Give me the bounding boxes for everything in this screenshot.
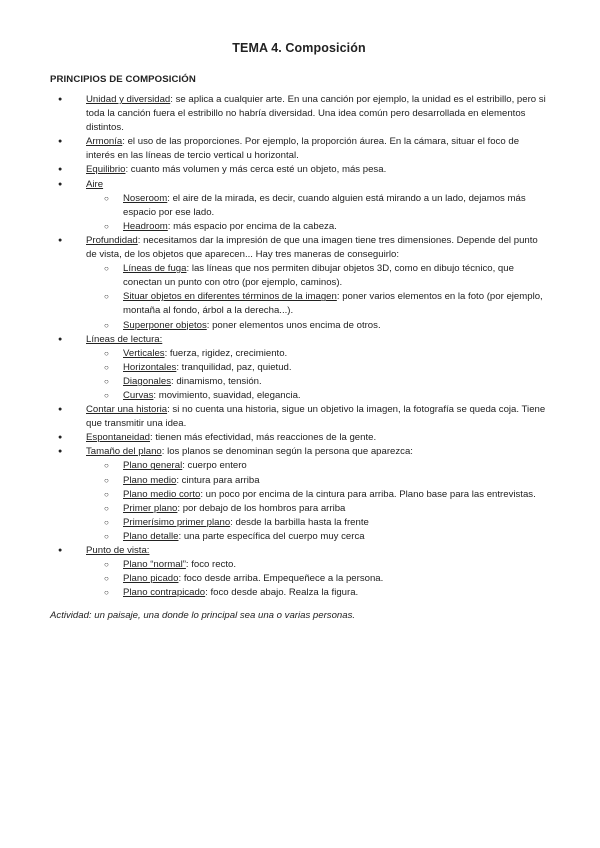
sub-item-term: Noseroom [123, 192, 168, 204]
sub-item-term: Primer plano [123, 502, 178, 514]
item-text: : los planos se denominan según la persona que aparezca: [161, 446, 413, 458]
item-text: : tienen más efectividad, más reacciones de la gente. [150, 432, 377, 444]
sub-item-text: : una parte específica del cuerpo muy cerca [178, 530, 365, 542]
list-item [50, 135, 548, 163]
sub-item-term: Curvas [123, 389, 154, 401]
list-item [50, 234, 548, 333]
sub-item-term: Plano general [123, 460, 183, 472]
item-term: Profundidad [86, 234, 138, 246]
sub-item-term: Situar objetos en diferentes términos de la imagen [123, 291, 337, 303]
list-item [50, 178, 548, 234]
sub-item-term: Diagonales [123, 375, 172, 387]
sub-item-text: : movimiento, suavidad, elegancia. [153, 389, 301, 401]
item-term: Contar una historia [86, 404, 168, 416]
sub-item-text: : las líneas que nos permiten dibujar objetos 3D, como en dibujo técnico, que conectan un punto con otro (por ejemplo, caminos). [123, 263, 514, 289]
sub-item-text: : más espacio por encima de la cabeza. [167, 220, 337, 232]
sub-item-text: : el aire de la mirada, es decir, cuando alguien está mirando a un lado, dejamos más espacio por ese lado. [123, 192, 526, 218]
sub-list-item [86, 572, 548, 586]
sub-list-item [86, 375, 548, 389]
sub-item-text: : un poco por encima de la cintura para arriba. Plano base para las entrevistas. [200, 488, 536, 500]
sub-item-term: Headroom [123, 220, 168, 232]
item-text: : el uso de las proporciones. Por ejemplo, la proporción áurea. En la cámara, situar el foco de interés en las líneas de tercio vertical u horizontal. [86, 136, 520, 162]
item-term: Aire [86, 178, 104, 190]
section-heading: PRINCIPIOS DE COMPOSICIÓN [50, 74, 196, 85]
list-item [50, 163, 548, 177]
sub-item-term: Verticales [123, 347, 165, 359]
sub-item-text: : cintura para arriba [176, 474, 260, 486]
item-term: Equilibrio [86, 164, 126, 176]
list-item [50, 445, 548, 544]
sub-list-item [86, 474, 548, 488]
sub-item-term: Líneas de fuga [123, 263, 187, 275]
sub-item-term: Plano “normal” [123, 559, 186, 571]
sub-list [86, 459, 548, 544]
sub-list-item [86, 347, 548, 361]
activity-note: Actividad: un paisaje, una donde lo principal sea una o varias personas. [50, 610, 356, 622]
sub-item-term: Primerísimo primer plano [123, 516, 231, 528]
list-item [50, 93, 548, 135]
list-item [50, 544, 548, 600]
principles-list [50, 93, 548, 600]
sub-list [86, 347, 548, 403]
sub-list-item [86, 192, 548, 220]
sub-item-text: : poner varios elementos en la foto (por ejemplo, montaña al fondo, árbol a la derecha...). [123, 291, 543, 317]
sub-list-item [86, 516, 548, 530]
sub-list-item [86, 319, 548, 333]
sub-list-item [86, 290, 548, 318]
sub-item-text: : poner elementos unos encima de otros. [206, 319, 381, 331]
page-title: TEMA 4. Composición [232, 41, 366, 55]
sub-item-text: : fuerza, rigidez, crecimiento. [164, 347, 288, 359]
item-term: Punto de vista: [86, 545, 150, 556]
sub-item-term: Plano detalle [123, 530, 179, 542]
sub-item-term: Superponer objetos [123, 319, 207, 331]
sub-item-term: Plano picado [123, 573, 179, 585]
sub-list-item [86, 586, 548, 600]
sub-item-term: Plano medio [123, 474, 177, 486]
sub-list [86, 262, 548, 332]
item-text: : se aplica a cualquier arte. En una canción por ejemplo, la unidad es el estribillo, pero si toda la canción fuera el estribillo no habría diversidad. Una idea común pero desarrollada en elementos distintos. [86, 94, 546, 134]
sub-list-item [86, 220, 548, 234]
sub-list-item [86, 488, 548, 502]
list-item [50, 403, 548, 431]
sub-item-text: : dinamismo, tensión. [171, 375, 262, 387]
sub-item-term: Plano contrapicado [123, 587, 206, 599]
item-term: Armonía [86, 136, 123, 148]
sub-list-item [86, 459, 548, 473]
item-text: : cuanto más volumen y más cerca esté un objeto, más pesa. [125, 164, 387, 176]
sub-item-text: : foco desde abajo. Realza la figura. [205, 587, 359, 599]
sub-item-text: : por debajo de los hombros para arriba [177, 502, 346, 514]
sub-list-item [86, 262, 548, 290]
item-term: Espontaneidad [86, 432, 151, 444]
sub-item-text: : foco desde arriba. Empequeñece a la persona. [178, 573, 384, 585]
item-term: Tamaño del plano [86, 446, 162, 458]
sub-list-item [86, 389, 548, 403]
sub-list-item [86, 502, 548, 516]
sub-item-text: : desde la barbilla hasta la frente [230, 516, 369, 528]
item-text: : si no cuenta una historia, sigue un objetivo la imagen, la fotografía se queda coja. Tiene que transmitir una idea. [86, 404, 546, 430]
sub-item-text: : tranquilidad, paz, quietud. [176, 361, 292, 373]
sub-item-term: Plano medio corto [123, 488, 201, 500]
item-text: : necesitamos dar la impresión de que una imagen tiene tres dimensiones. Depende del punto de vista, de los objetos que aparecen... Hay tres maneras de conseguirlo: [86, 234, 538, 261]
sub-list-item [86, 558, 548, 572]
sub-item-term: Horizontales [123, 361, 177, 373]
item-term: Líneas de lectura: [86, 333, 163, 345]
sub-item-text: : cuerpo entero [182, 460, 247, 472]
list-item [50, 333, 548, 403]
sub-item-text: : foco recto. [185, 559, 237, 571]
sub-list [86, 558, 548, 600]
sub-list-item [86, 530, 548, 544]
sub-list-item [86, 361, 548, 375]
list-item [50, 431, 548, 445]
item-term: Unidad y diversidad [86, 94, 171, 105]
sub-list [86, 192, 548, 234]
